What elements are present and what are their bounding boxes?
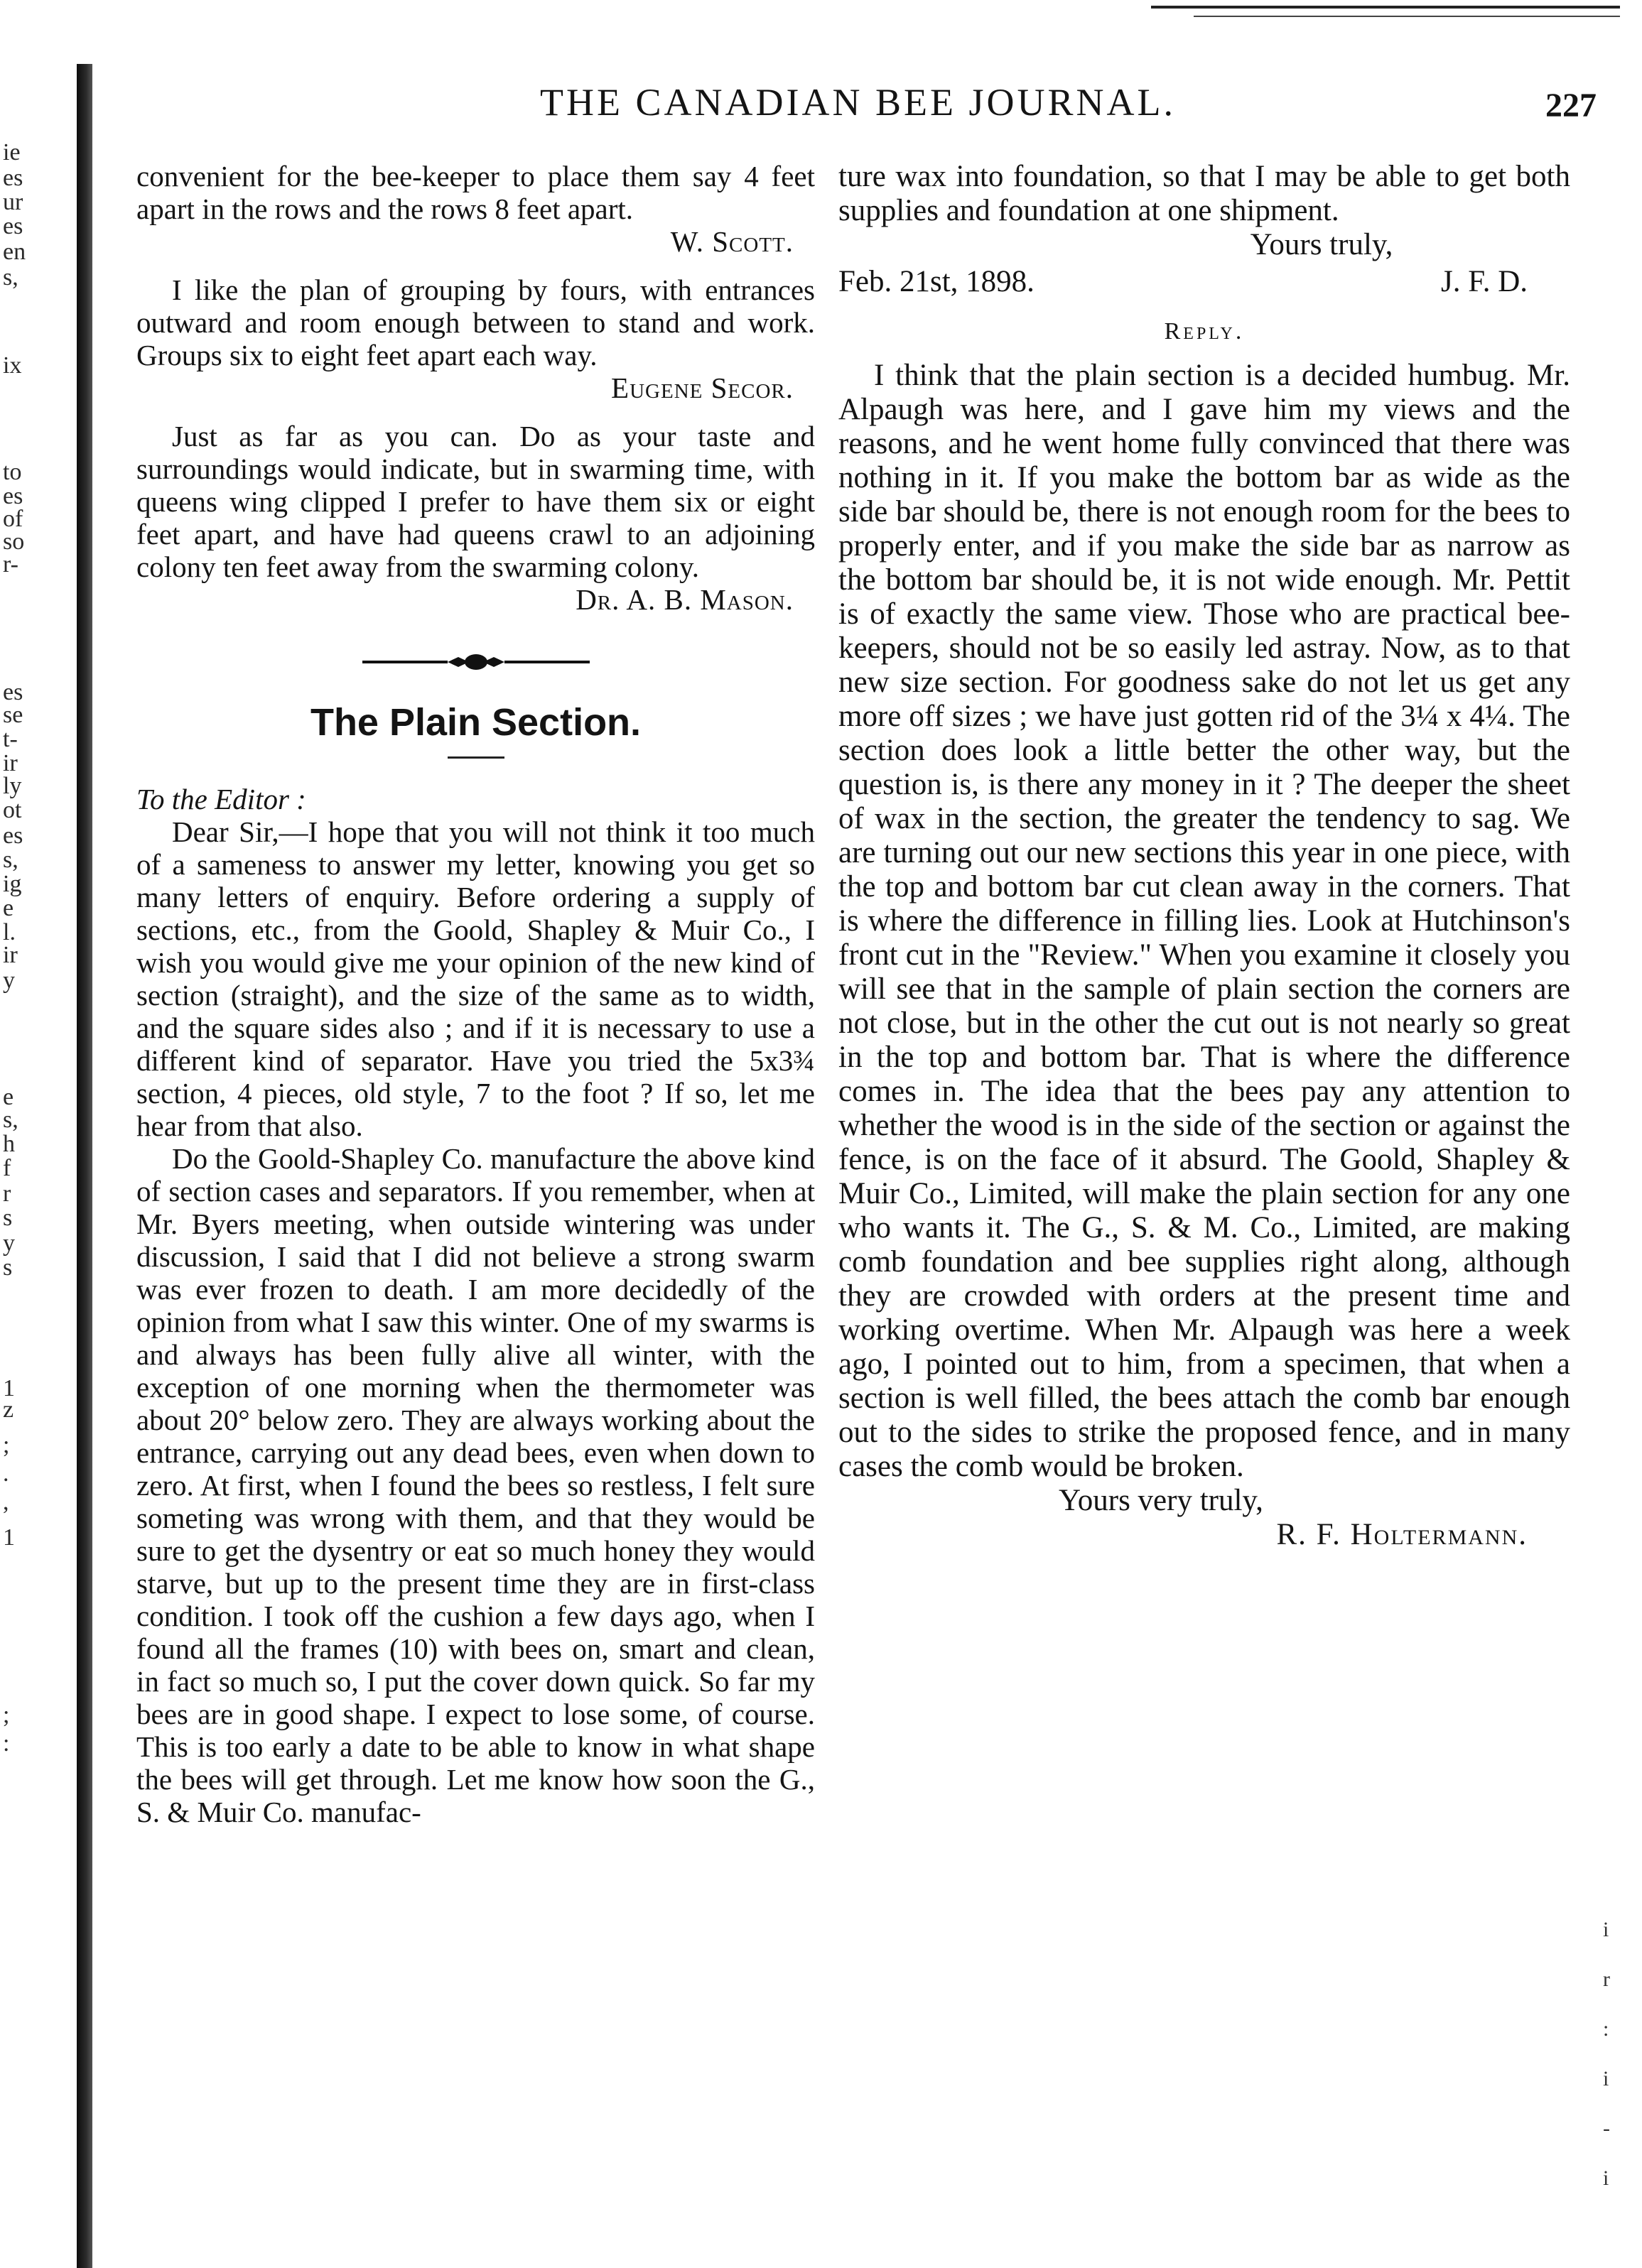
margin-fragment: s, [3,264,18,291]
margin-fragment: : [1603,2017,1609,2041]
left-column [136,160,815,1828]
margin-fragment: ig [3,871,22,897]
margin-fragment: es [3,165,23,191]
margin-fragment: ; [3,1702,10,1728]
top-rule [1151,6,1620,9]
section-title: The Plain Section. [310,701,642,744]
ornamental-divider [362,651,590,673]
margin-fragment: r- [3,551,18,577]
margin-fragment: y [3,1230,15,1257]
margin-fragment: ir [3,942,18,968]
margin-fragment: to [3,459,22,485]
salutation: To the Editor : [136,783,306,815]
margin-fragment: ie [3,139,21,166]
letter-date: Feb. 21st, 1898. [838,265,1035,298]
margin-fragment: se [3,702,23,728]
margin-fragment: t- [3,726,18,752]
letter-paragraph: Dear Sir,—I hope that you will not think it too much of a sameness to answer my letter, knowing you get so many letters of enquiry. Before ordering a supply of sections, etc., from the Goold, Shapley & Muir Co., I wish you would give me your opinion of the new kind of section (straight), and the size of the same as to width, and the square sides also ; and if it is necessary to use a different kind of separator. Have you tried the 5x3¾ section, 4 pieces, old style, 7 to the foot ? If so, let me hear from that also. [136,815,815,1142]
margin-fragment: : [3,1730,10,1757]
margin-fragment: s [3,1254,13,1281]
scott-letter-text: convenient for the bee-keeper to place them say 4 feet apart in the rows and the rows 8 feet apart. [136,160,815,225]
margin-fragment: en [3,239,26,265]
margin-fragment: ly [3,773,22,799]
margin-fragment: ix [3,352,22,379]
reply-heading: Reply. [1164,318,1245,344]
margin-fragment: s, [3,847,18,873]
margin-fragment: l. [3,919,16,945]
reply-paragraph: I think that the plain section is a decided humbug. Mr. Alpaugh was here, and I gave him my views and the reasons, and he went home fully convinced that there was nothing in it. If you make the bottom bar as wide as the side bar should be, there is not enough room for the bees to properly enter, and if you make the side bar as narrow as the bottom bar should be, it is not wide enough. Mr. Pettit is of exactly the same view. Those who are practical bee-keepers, should not be so easily led astray. Now, as to that new size section. For goodness sake do not let us get any more off sizes ; we have just gotten rid of the 3¼ x 4¼. The section does look a little better the other way, but the question is, is there any money in it ? The deeper the sheet of wax in the section, the greater the tendency to sag. We are turning out our new sections this year in one piece, with the top and bottom bar cut clean away in the corners. That is where the difference in filling lies. Look at Hutchinson's front cut in the "Review." When you examine it closely you will see that in the sample of plain section the corners are not close, but in the other the cut out is not nearly so great in the top and bottom bar. That is where the difference comes in. The idea that the bees pay any attention to whether the wood is in the side of the section or against the fence, is on the face of it absurd. The Goold, Shapley & Muir Co., Limited, will make the plain section for any one who wants it. The G., S. & M. Co., Limited, are making comb foundation and bee supplies right along, although they are crowded with orders at the present time and working overtime. When Mr. Alpaugh was here a week ago, I pointed out to him, from a specimen, that when a section is well filled, the bees attach the comb bar enough out to the sides to strike the proposed fence, and in many cases the comb would be broken. [838,359,1570,1483]
letter-closing: Yours truly, [1250,228,1393,261]
date-line [838,265,1570,299]
margin-fragment: e [3,895,14,921]
margin-fragment: y [3,967,15,994]
margin-fragment: es [3,823,23,849]
margin-fragment: of [3,506,23,532]
margin-fragment: ur [3,189,23,215]
margin-fragment: 1 [3,1375,15,1401]
margin-fragment: es [3,213,23,239]
scott-signature: W. Scott. [670,225,794,258]
margin-fragment: i [1603,2067,1609,2090]
margin-fragment: i [1603,2166,1609,2190]
margin-fragment: ir [3,750,18,776]
mason-letter-text: Just as far as you can. Do as your taste and surroundings would indicate, but in swarming time, with queens wing clipped I prefer to have them six or eight feet apart, and have had queens crawl to an adjoining colony ten feet away from the swarming colony. [136,420,815,583]
margin-fragment: s, [3,1107,18,1133]
margin-fragment: - [1603,2117,1610,2140]
margin-fragment: r [1603,1968,1610,1991]
margin-fragment: es [3,483,23,509]
margin-fragment: so [3,528,25,555]
margin-fragment: i [1603,1918,1609,1941]
page-header [540,75,1606,131]
binding-shadow [77,64,92,2268]
margin-fragment: z [3,1396,14,1423]
margin-fragment: r [3,1181,11,1207]
margin-fragment: ot [3,797,22,823]
secor-signature: Eugene Secor. [611,371,794,404]
page-number: 227 [1545,87,1597,124]
top-rule-thin [1194,16,1620,17]
running-title: THE CANADIAN BEE JOURNAL. [540,81,1176,124]
margin-fragment: 1 [3,1524,15,1551]
secor-letter-text: I like the plan of grouping by fours, with entrances outward and room enough between to stand and work. Groups six to eight feet apart each way. [136,273,815,371]
letter-initials: J. F. D. [1440,265,1528,298]
reply-signature: R. F. Holtermann. [1276,1518,1528,1551]
title-rule [448,756,504,759]
right-edge-fragments [1603,1918,1638,2259]
margin-fragment: e [3,1084,14,1110]
mason-signature: Dr. A. B. Mason. [576,583,794,616]
margin-fragment: es [3,679,23,705]
margin-fragment: ; [3,1432,10,1458]
margin-fragment: s [3,1205,13,1231]
letter-paragraph: Do the Goold-Shapley Co. manufacture the above kind of section cases and separators. If you remember, when at Mr. Byers meeting, when outside wintering was under discussion, I said that I did not believe a strong swarm was ever frozen to death. I am more decidedly of the opinion from what I saw this winter. One of my swarms is and always has been fully alive all winter, with the exception of one morning when the thermometer was about 20° below zero. They are always working about the entrance, carrying out any dead bees, even when down to zero. At first, when I found the bees so restless, I felt sure someting was wrong with them, and that they would be sure to get the dysentry or eat so much honey they would starve, but up to the present time they are in first-class condition. I took off the cushion a few days ago, when I found all the frames (10) with bees on, smart and clean, in fact so much so, I put the cover down quick. So far my bees are in good shape. I expect to lose some, of course. This is too early a date to be able to know in what shape the bees will get through. Let me know how soon the G., S. & Muir Co. manufac- [136,1142,815,1828]
margin-fragment: h [3,1131,15,1157]
margin-fragment: . [3,1460,9,1487]
right-column [838,160,1570,1552]
adjacent-page-fragments [3,139,67,2199]
margin-fragment: f [3,1155,11,1181]
margin-fragment: , [3,1489,9,1515]
reply-closing: Yours very truly, [1059,1484,1263,1517]
letter-continuation: ture wax into foundation, so that I may be able to get both supplies and foundation at one shipment. [838,160,1570,227]
